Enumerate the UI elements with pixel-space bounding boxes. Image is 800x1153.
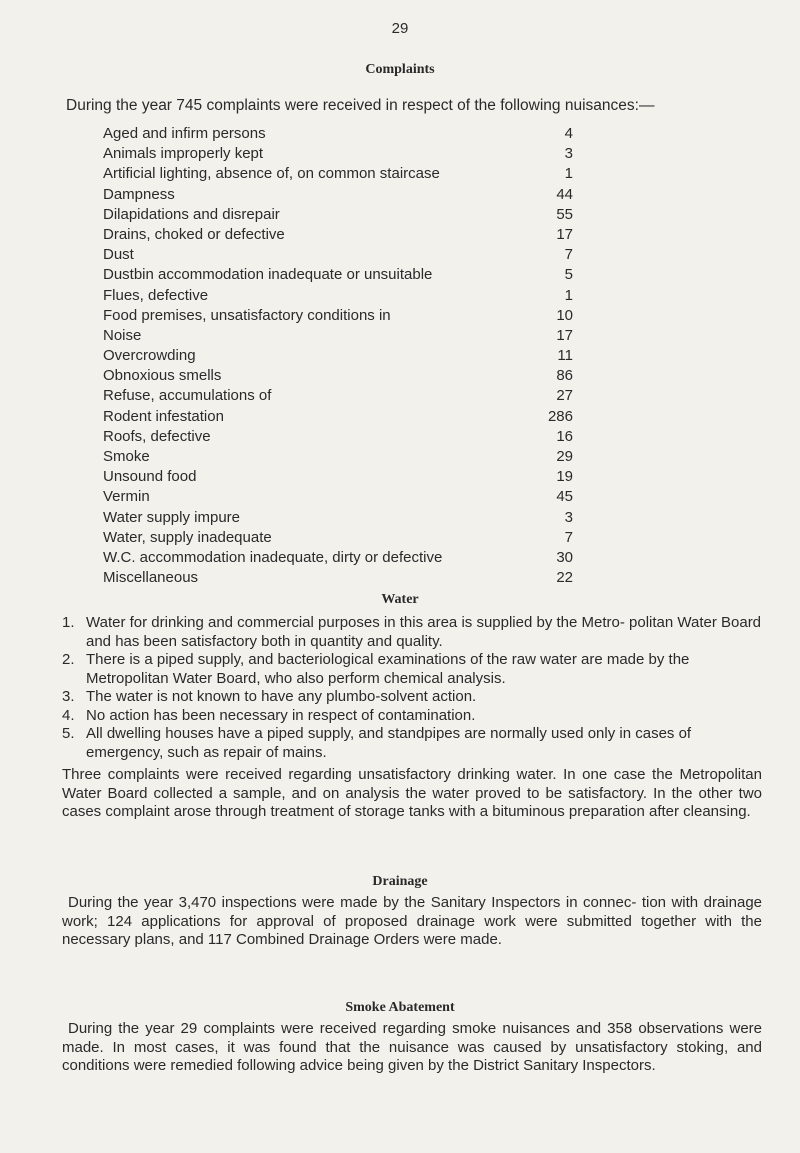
- water-list-item: [62, 707, 762, 726]
- water-list: [62, 614, 762, 762]
- complaint-row: [103, 427, 573, 447]
- complaint-count: 45: [556, 488, 573, 506]
- complaint-label: Obnoxious smells: [103, 367, 222, 385]
- smoke-abatement-heading: Smoke Abatement: [345, 1000, 455, 1015]
- water-item-number: 2.: [62, 651, 75, 668]
- water-item-number: 1.: [62, 614, 75, 631]
- complaint-count: 11: [557, 347, 573, 365]
- complaint-count: 7: [564, 528, 573, 546]
- complaint-count: 286: [547, 407, 573, 425]
- complaint-label: Refuse, accumulations of: [103, 387, 272, 405]
- water-list-item: [62, 688, 762, 707]
- water-item-text: There is a piped supply, and bacteriological examinations of the raw water are made by the Metropolitan Water Board, who also perform chemical analysis.: [86, 651, 690, 687]
- complaint-count: 3: [564, 145, 573, 163]
- water-item-text: Water for drinking and commercial purposes in this area is supplied by the Metro- politan Water Board and has been satisfactory both in quantity and quality.: [86, 614, 762, 650]
- complaints-intro: During the year 745 complaints were received in respect of the following nuisances:—: [66, 97, 655, 114]
- water-item-text: The water is not known to have any plumbo-solvent action.: [86, 688, 477, 705]
- complaint-row: [103, 528, 573, 548]
- drainage-heading: Drainage: [372, 874, 428, 889]
- water-item-number: 5.: [62, 725, 75, 742]
- complaint-row: [103, 205, 573, 225]
- complaint-label: Dampness: [103, 185, 175, 203]
- complaint-row: [103, 164, 573, 184]
- complaint-label: Animals improperly kept: [103, 145, 264, 163]
- complaint-count: 55: [556, 205, 573, 223]
- complaint-row: [103, 245, 573, 265]
- complaint-count: 10: [556, 306, 573, 324]
- complaint-count: 27: [556, 387, 573, 405]
- water-paragraph: Three complaints were received regarding unsatisfactory drinking water. In one case the Metropolitan Water Board collected a sample, and on analysis the water proved to be satisfactory. In the other two cases complaint arose through treatment of storage tanks with a bituminous preparation after cleansing.: [62, 766, 762, 820]
- complaint-label: Dustbin accommodation inadequate or unsuitable: [103, 266, 433, 284]
- complaint-label: Vermin: [103, 488, 150, 506]
- complaint-count: 1: [564, 165, 573, 183]
- complaints-list: [103, 124, 573, 588]
- complaint-count: 3: [564, 508, 573, 526]
- complaint-label: Dust: [103, 246, 134, 264]
- complaint-row: [103, 306, 573, 326]
- complaint-row: [103, 286, 573, 306]
- complaint-row: [103, 346, 573, 366]
- complaints-heading: Complaints: [365, 62, 435, 77]
- complaint-label: Rodent infestation: [103, 407, 224, 425]
- complaint-label: Dilapidations and disrepair: [103, 205, 280, 223]
- complaint-row: [103, 265, 573, 285]
- complaint-count: 1: [564, 286, 573, 304]
- complaint-count: 30: [556, 548, 573, 566]
- complaint-count: 5: [564, 266, 573, 284]
- complaint-label: Noise: [103, 326, 142, 344]
- water-list-item: [62, 725, 762, 762]
- complaint-count: 44: [556, 185, 573, 203]
- complaint-label: Smoke: [103, 448, 150, 465]
- complaint-row: [103, 124, 573, 144]
- complaint-label: Flues, defective: [103, 286, 209, 304]
- complaint-label: Aged and infirm persons: [103, 125, 266, 142]
- complaint-row: [103, 568, 573, 588]
- water-heading: Water: [381, 592, 419, 607]
- complaint-row: [103, 366, 573, 386]
- complaint-row: [103, 225, 573, 245]
- complaint-count: 17: [556, 326, 573, 344]
- complaint-row: [103, 144, 573, 164]
- complaint-label: Drains, choked or defective: [103, 225, 285, 243]
- complaint-count: 4: [564, 125, 573, 142]
- complaint-label: Roofs, defective: [103, 427, 211, 445]
- complaint-label: Unsound food: [103, 468, 197, 486]
- complaint-count: 29: [556, 448, 573, 465]
- complaint-label: Water, supply inadequate: [103, 528, 272, 546]
- water-item-number: 3.: [62, 688, 75, 705]
- complaint-count: 86: [556, 367, 573, 385]
- complaint-row: [103, 467, 573, 487]
- complaint-row: [103, 407, 573, 427]
- complaint-row: [103, 487, 573, 507]
- complaint-count: 17: [556, 225, 573, 243]
- smoke-paragraph: During the year 29 complaints were received regarding smoke nuisances and 358 observations were made. In most cases, it was found that the nuisance was caused by unsatisfactory stoking, and conditions were remedied following advice being given by the District Sanitary Inspectors.: [62, 1020, 762, 1074]
- complaint-row: [103, 185, 573, 205]
- complaint-count: 7: [564, 246, 573, 264]
- complaint-label: Food premises, unsatisfactory conditions in: [103, 306, 391, 324]
- water-item-text: No action has been necessary in respect of contamination.: [86, 706, 476, 724]
- complaint-count: 16: [556, 427, 573, 445]
- complaint-row: [103, 548, 573, 568]
- complaint-count: 19: [556, 468, 573, 486]
- complaint-label: Overcrowding: [103, 347, 196, 365]
- water-list-item: [62, 651, 762, 688]
- drainage-paragraph: During the year 3,470 inspections were made by the Sanitary Inspectors in connec- tion with drainage work; 124 applications for approval of proposed drainage work were submitted together with the necessary plans, and 117 Combined Drainage Orders were made.: [62, 894, 762, 948]
- complaint-row: [103, 386, 573, 406]
- complaint-row: [103, 326, 573, 346]
- water-list-item: [62, 614, 762, 651]
- complaint-row: [103, 447, 573, 467]
- page-number: 29: [391, 20, 409, 37]
- complaint-label: Artificial lighting, absence of, on common staircase: [103, 165, 440, 183]
- water-item-text: All dwelling houses have a piped supply, and standpipes are normally used only in cases of emergency, such as repair of mains.: [86, 725, 692, 761]
- complaint-label: Miscellaneous: [103, 569, 199, 587]
- water-item-number: 4.: [62, 706, 75, 724]
- complaint-label: Water supply impure: [103, 508, 240, 526]
- complaint-label: W.C. accommodation inadequate, dirty or defective: [103, 548, 443, 566]
- complaint-count: 22: [556, 569, 573, 587]
- complaint-row: [103, 508, 573, 528]
